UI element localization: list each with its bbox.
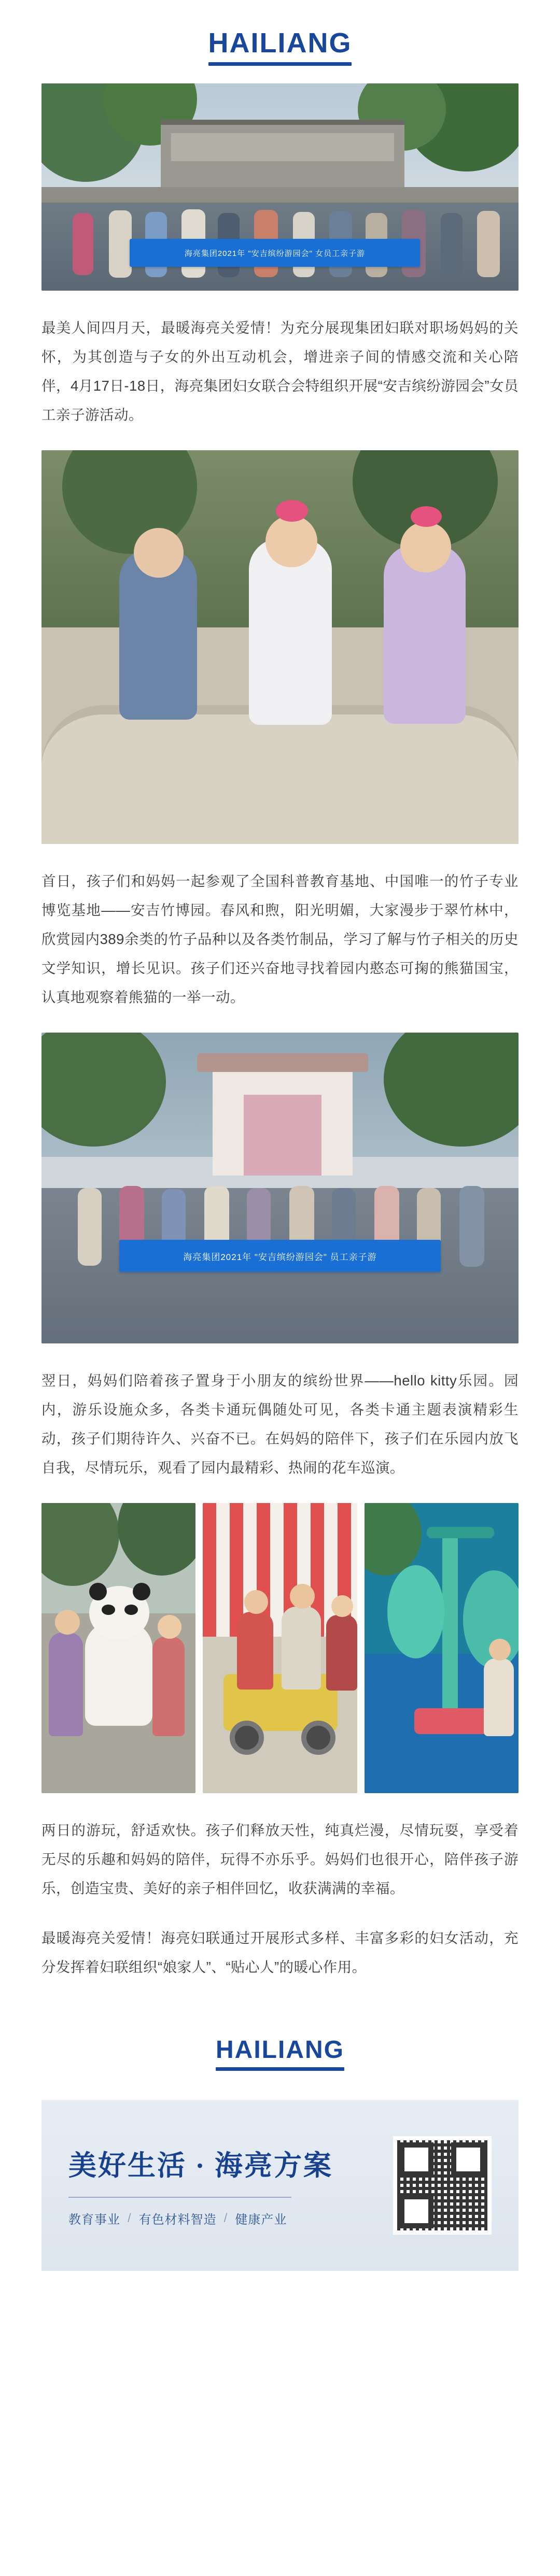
photo2-child-right-bow (411, 506, 442, 527)
brand-wordmark (208, 27, 352, 66)
qr-code-pattern (397, 2140, 487, 2230)
footer-brand-name-text: HAILIANG (216, 2036, 344, 2064)
qr-code-eye (399, 2194, 433, 2228)
paragraph-2: 首日，孩子们和妈妈一起参观了全国科普教育基地、中国唯一的竹子专业博览基地——安吉竹博园。春风和煦，阳光明媚，大家漫步于翠竹林中，欣赏园内389余类的竹子品种以及各类竹制品，学习了解与竹子相关的历史文学知识，增长见识。孩子们还兴奋地寻找着园内憨态可掬的熊猫国宝，认真地观察着熊猫的一举一动。 (41, 873, 519, 1005)
article-content (41, 83, 519, 1982)
photo1-person (477, 211, 500, 277)
photo5-person (237, 1612, 273, 1690)
photo-children-fountain (41, 450, 519, 844)
photo3-banner-text: 海亮集团2021年 "安吉缤纷游园会" 员工亲子游 (119, 1240, 441, 1272)
photo6-crossbar (427, 1527, 494, 1538)
footer-tags (68, 2209, 393, 2227)
photo3-roof (197, 1053, 368, 1072)
photo6-child-head (489, 1639, 511, 1661)
footer-tag-materials: 有色材料智造 (138, 2213, 217, 2227)
photo4-panda-eye (124, 1605, 138, 1615)
photo5-person-head (290, 1584, 315, 1609)
photo2-child-left-head (134, 528, 184, 578)
photo3-person (78, 1188, 102, 1266)
brand-underline (208, 62, 352, 66)
photo4-panda-eye (102, 1605, 115, 1615)
photo-playground-slide (365, 1503, 519, 1793)
qr-code[interactable] (393, 2136, 492, 2235)
footer-brand-wordmark (216, 2036, 344, 2071)
footer-tag-health: 健康产业 (235, 2213, 287, 2227)
photo4-child-head (55, 1610, 80, 1635)
photo5-person (282, 1607, 321, 1690)
paragraph-4: 两日的游玩，舒适欢快。孩子们释放天性，纯真烂漫，尽情玩耍，享受着无尽的乐趣和妈妈的陪伴，玩得不亦乐乎。妈妈们也很开心，陪伴孩子游乐，创造宝贵、美好的亲子相伴回忆，收获满满的幸福。 (41, 1822, 519, 1896)
footer-banner (41, 2100, 519, 2271)
photo6-base (414, 1708, 492, 1734)
photo3-stage (244, 1095, 321, 1176)
photo4-panda-ear (133, 1583, 150, 1600)
photo1-person (109, 210, 132, 278)
footer-brand-underline (216, 2067, 344, 2071)
photo2-child-middle-head (265, 516, 317, 567)
footer-slogan: 美好生活 · 海亮方案 (68, 2150, 333, 2181)
photo2-child-right-head (400, 522, 451, 573)
footer-tag-separator: / (128, 2211, 132, 2225)
photo2-child-middle-bow (276, 500, 308, 522)
footer-logo (0, 2002, 560, 2086)
photo4-panda-ear (89, 1583, 107, 1600)
photo5-wheel (230, 1721, 264, 1755)
photo-group-museum-entrance (41, 83, 519, 291)
photo1-banner-text: 海亮集团2021年 "安吉缤纷游园会" 女员工亲子游 (130, 239, 420, 267)
footer-divider (68, 2197, 291, 2198)
photo2-fountain-basin (41, 705, 519, 844)
footer-banner-text-block (68, 2143, 393, 2227)
photo4-child (49, 1633, 83, 1736)
photo5-person (326, 1615, 357, 1691)
photo4-child (152, 1637, 185, 1736)
footer-tag-separator: / (223, 2211, 228, 2225)
paragraph-1: 最美人间四月天，最暖海亮关爱情！为充分展现集团妇联对职场妈妈的关怀，为其创造与子女的外出互动机会，增进亲子间的情感交流和关心陪伴，4月17日-18日，海亮集团妇女联合会特组织开展“安吉缤纷游园会”女员工亲子游活动。 (41, 320, 519, 423)
photo1-sign-plate (171, 133, 394, 161)
photo4-child-head (158, 1615, 181, 1639)
brand-name-text: HAILIANG (208, 27, 352, 59)
header-logo (0, 0, 560, 83)
photo1-person (441, 213, 463, 277)
photo6-pole (442, 1534, 458, 1731)
photo1-person (73, 213, 93, 275)
photo6-slide-curve (387, 1565, 444, 1658)
photo5-person-head (244, 1590, 268, 1614)
photo-panda-mascot (41, 1503, 195, 1793)
photo3-person (459, 1186, 484, 1267)
photo-carousel-ride (203, 1503, 357, 1793)
footer-tag-education: 教育事业 (68, 2213, 120, 2227)
photo-row (41, 1503, 519, 1793)
photo6-child (484, 1658, 514, 1736)
photo5-wheel (301, 1721, 335, 1755)
paragraph-3: 翌日，妈妈们陪着孩子置身于小朋友的缤纷世界——hello kitty乐园。园内，游乐设施众多，各类卡通玩偶随处可见，各类卡通主题表演精彩生动，孩子们期待许久、兴奋不已。在妈妈的陪伴下，孩子们在乐园内放飞自我，尽情玩乐，观看了园内最精彩、热闹的花车巡演。 (41, 1372, 519, 1476)
photo-group-hello-kitty-park (41, 1033, 519, 1343)
paragraph-5: 最暖海亮关爱情！海亮妇联通过开展形式多样、丰富多彩的妇女活动，充分发挥着妇联组织“娘家人”、“贴心人”的暖心作用。 (41, 1930, 519, 1975)
